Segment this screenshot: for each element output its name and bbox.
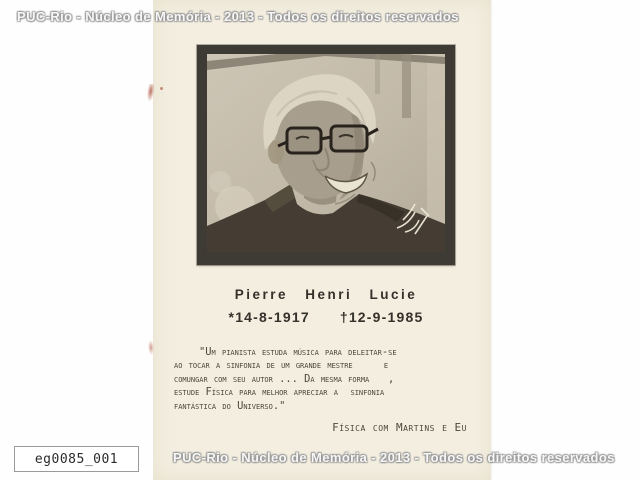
portrait-photo (207, 54, 445, 252)
quote-line: "Um pianista estuda música para deleitar-se (199, 346, 397, 358)
quote-line: comungar com seu autor ... Da mesma forma , (174, 372, 395, 385)
memorial-quote (174, 346, 470, 413)
quote-line: ao tocar a sinfonia de um grande mestre e (174, 359, 389, 372)
memorial-card-scan (153, 0, 491, 480)
quote-line: fantástica do Universo." (174, 399, 286, 412)
quote-attribution: Física com Martins e Eu (332, 421, 467, 434)
copyright-watermark-top: PUC-Rio - Núcleo de Memória - 2013 - Todos os direitos reservados (17, 9, 459, 24)
quote-line: estude Física para melhor apreciar a sinfonia (174, 386, 385, 399)
image-id-label: eg0085_001 (14, 446, 139, 472)
copyright-watermark-bottom: PUC-Rio - Núcleo de Memória - 2013 - Todos os direitos reservados (173, 450, 615, 465)
death-date: †12-9-1985 (339, 309, 424, 325)
life-dates (153, 309, 491, 325)
birth-date: *14-8-1917 (228, 309, 310, 325)
person-name: Pierre Henri Lucie (234, 287, 418, 302)
portrait-photo-frame (197, 45, 455, 265)
